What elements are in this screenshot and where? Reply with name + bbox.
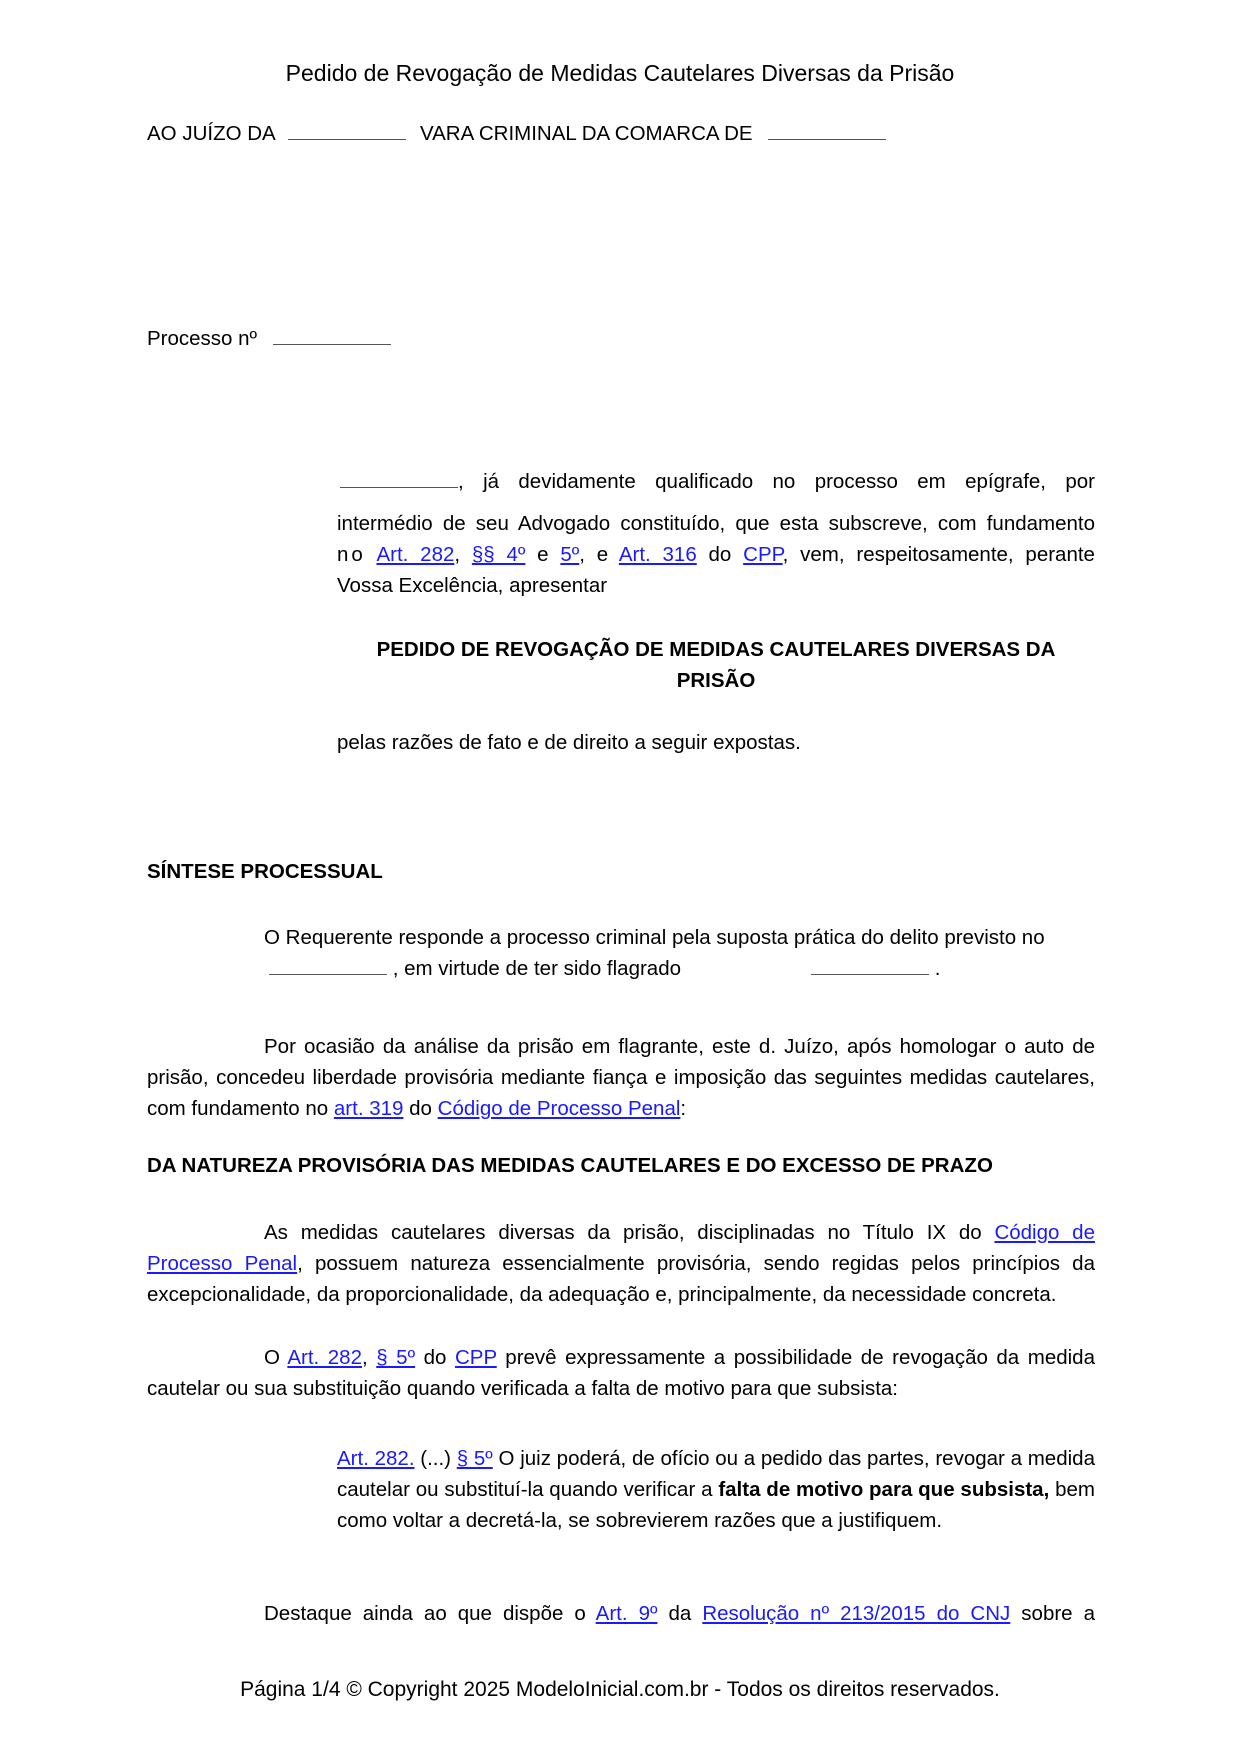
legal-quote: Art. 282. (...) § 5º O juiz poderá, de ofício ou a pedido das partes, revogar a medida cautelar ou substituí-la quando verificar a falta de motivo para que subsista, bem como voltar a decretá-la, se sobrevierem razões que a justifiquem.: [337, 1447, 1096, 1532]
section-heading-sintese: SÍNTESE PROCESSUAL: [147, 860, 383, 883]
link-art-316[interactable]: Art. 316: [618, 543, 697, 566]
link-cpp[interactable]: CPP: [743, 543, 783, 566]
quote-link-art-282[interactable]: Art. 282.: [337, 1447, 415, 1470]
process-number: [147, 327, 391, 351]
link-art-9[interactable]: Art. 9º: [595, 1602, 658, 1625]
intro-line-1: , já devidamente qualificado no processo em epígrafe, por: [337, 466, 1095, 497]
link-par-5-b[interactable]: § 5º: [376, 1346, 416, 1369]
blank-requerente: [340, 487, 458, 488]
link-par-4[interactable]: §§ 4º: [471, 543, 526, 566]
quote-bold-text: falta de motivo para que subsista,: [718, 1478, 1050, 1501]
link-art-282[interactable]: Art. 282: [376, 543, 455, 566]
link-codigo-processo-penal[interactable]: Código de Processo Penal: [437, 1097, 681, 1120]
process-label: Processo nº: [147, 327, 258, 350]
quote-link-par-5[interactable]: § 5º: [456, 1447, 493, 1470]
natureza-paragraph-2: O Art. 282, § 5º do CPP prevê expressamente a possibilidade de revogação da medida cautelar ou sua substituição quando verificada a falta de motivo para que subsista:: [147, 1346, 1095, 1400]
intro-line-4: Vossa Excelência, apresentar: [337, 574, 608, 597]
address-part1: AO JUÍZO DA: [147, 122, 275, 145]
natureza-paragraph-3: Destaque ainda ao que dispõe o Art. 9º da Resolução nº 213/2015 do CNJ sobre a: [264, 1602, 1095, 1625]
address-part2: VARA CRIMINAL DA COMARCA DE: [419, 122, 753, 145]
sintese-paragraph-1: O Requerente responde a processo criminal pela suposta prática do delito previsto no , em virtude de ter sido flagrado .: [264, 926, 1045, 980]
petition-title: PEDIDO DE REVOGAÇÃO DE MEDIDAS CAUTELARES DIVERSAS DA PRISÃO: [376, 638, 1056, 692]
blank-court-number: [288, 139, 406, 140]
intro-paragraph: [337, 466, 1095, 601]
natureza-paragraph-1: As medidas cautelares diversas da prisão, disciplinadas no Título IX do Código de Processo Penal, possuem natureza essencialmente provisória, sendo regidas pelos princípios da excepcionalidade, da proporcionalidade, da adequação e, principalmente, da necessidade concreta.: [147, 1221, 1095, 1306]
blank-flagrante: [811, 974, 929, 975]
link-resolucao-cnj[interactable]: Resolução nº 213/2015 do CNJ: [702, 1602, 1011, 1625]
blank-delito: [269, 974, 387, 975]
link-codigo-processo-penal-2[interactable]: Código de Processo Penal: [147, 1221, 1095, 1275]
intro-line-3: no Art. 282, §§ 4º e 5º, e Art. 316 do CPP, vem, respeitosamente, perante: [337, 543, 1095, 566]
page-footer: Página 1/4 © Copyright 2025 ModeloInicial.com.br - Todos os direitos reservados.: [240, 1678, 1000, 1701]
blank-process-number: [273, 344, 391, 345]
intro-line-2: intermédio de seu Advogado constituído, que esta subscreve, com fundamento: [337, 512, 1095, 535]
link-art-282-b[interactable]: Art. 282: [287, 1346, 362, 1369]
link-cpp-b[interactable]: CPP: [454, 1346, 497, 1369]
document-header-title: Pedido de Revogação de Medidas Cautelares Diversas da Prisão: [285, 60, 955, 86]
link-art-319[interactable]: art. 319: [333, 1097, 404, 1120]
sintese-paragraph-2: Por ocasião da análise da prisão em flagrante, este d. Juízo, após homologar o auto de prisão, concedeu liberdade provisória mediante fiança e imposição das seguintes medidas cautelares, com fundamento no art. 319 do Código de Processo Penal:: [147, 1035, 1095, 1120]
section-heading-natureza: DA NATUREZA PROVISÓRIA DAS MEDIDAS CAUTELARES E DO EXCESSO DE PRAZO: [147, 1154, 993, 1177]
court-address: [147, 122, 886, 146]
reasons-text: pelas razões de fato e de direito a seguir expostas.: [337, 731, 801, 754]
link-par-5[interactable]: 5º: [560, 543, 580, 566]
blank-comarca: [768, 139, 886, 140]
